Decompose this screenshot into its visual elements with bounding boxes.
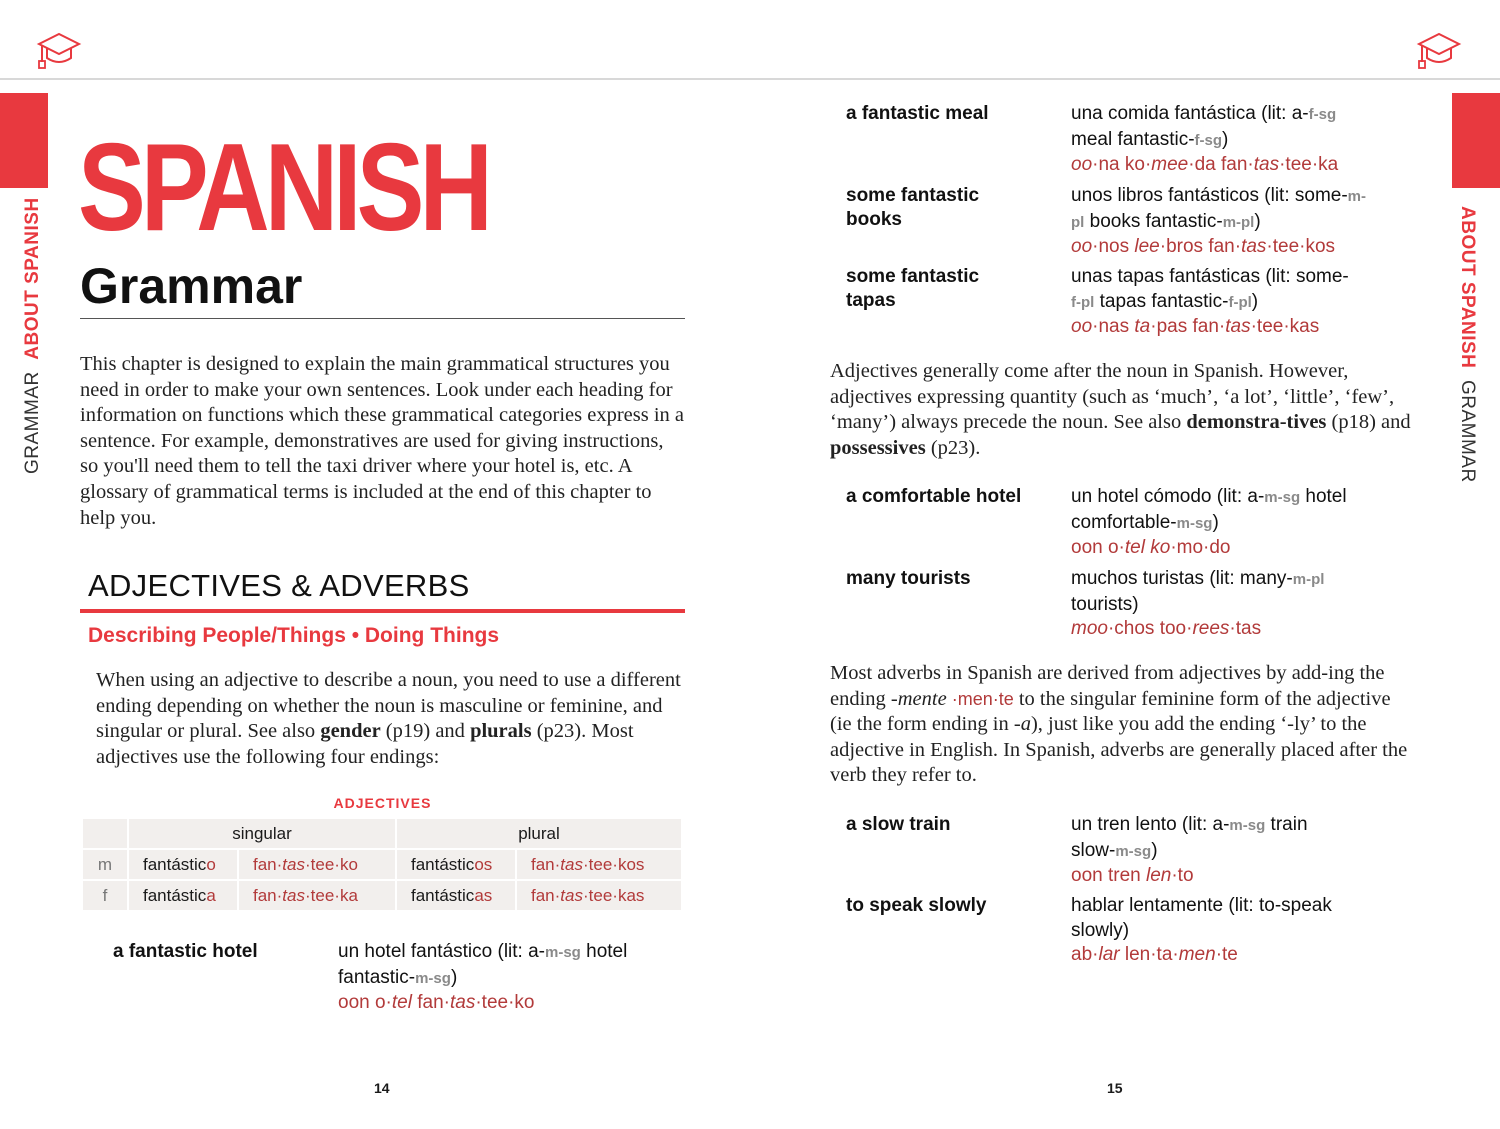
example-translation: un tren lento (lit: a-m-sg train slow-m-sg) oon tren len·to [1071, 813, 1411, 889]
example-translation: unas tapas fantásticas (lit: some- f-pl tapas fantastic-f-pl) oo·nas ta·pas fan·tas·tee·kas [1071, 265, 1411, 340]
page-subtitle: Grammar [80, 258, 303, 314]
example-english: some fantastic books [846, 185, 980, 230]
example-translation: una comida fantástica (lit: a-f-sg meal fantastic-f-sg) oo·na ko·mee·da fan·tas·tee·ka [1071, 102, 1411, 178]
example-translation: hablar lentamente (lit: to-speak slowly) ab·lar len·ta·men·te [1071, 894, 1411, 968]
example-english: to speak slowly [846, 895, 987, 916]
side-tab-right [1452, 93, 1500, 188]
graduation-cap-icon [36, 28, 82, 72]
adjective-endings-table [81, 817, 683, 912]
table-row: m fantástico fan·tas·tee·ko fantásticos fan·tas·tee·kos [82, 849, 682, 880]
title-divider [80, 318, 685, 319]
body-paragraph: When using an adjective to describe a noun, you need to use a different ending depending on whether the noun is masculine or feminine, and singular or plural. See also gender (p19) and plurals (p23). Most adjectives use the following four endings: [96, 669, 681, 768]
example-english: some fantastic tapas [846, 266, 980, 311]
table-header-row [82, 818, 682, 849]
header-divider [0, 78, 1500, 80]
page-number-right: 15 [1107, 1080, 1123, 1096]
adjective-position-paragraph: Adjectives generally come after the noun in Spanish. However, adjectives expressing quantity (such as ‘much’, ‘a lot’, ‘little’, ‘few’, ‘many’) always precede the noun. See also demonstra-tives (p18) and possessives (p23). [830, 360, 1411, 459]
example-translation: muchos turistas (lit: many-m-pl tourists) moo·chos too·rees·tas [1071, 567, 1411, 642]
pronunciation: oo·nas ta·pas fan·tas·tee·kas [1071, 316, 1320, 337]
pronunciation: oon tren len·to [1071, 865, 1194, 886]
section-divider [80, 609, 685, 613]
pronunciation: oon o·tel ko·mo·do [1071, 537, 1231, 558]
side-tab-left [0, 93, 48, 188]
header-singular: singular [128, 818, 396, 849]
pronunciation: oo·nos lee·bros fan·tas·tee·kos [1071, 236, 1336, 257]
example-translation: un hotel cómodo (lit: a-m-sg hotel comfortable-m-sg) oon o·tel ko·mo·do [1071, 485, 1411, 561]
pronunciation: ab·lar len·ta·men·te [1071, 944, 1238, 965]
pronunciation: oo·na ko·mee·da fan·tas·tee·ka [1071, 154, 1339, 175]
subheading: Describing People/Things • Doing Things [88, 624, 500, 647]
pronunciation: oon o·tel fan·tas·tee·ko [338, 992, 535, 1013]
page-title: SPANISH [78, 119, 489, 257]
pronunciation: moo·chos too·rees·tas [1071, 618, 1262, 639]
intro-paragraph: This chapter is designed to explain the main grammatical structures you need in order to make your own sentences. Look under each heading for information on functions which these grammatical categories express in a sentence. For example, demonstratives are used for giving instructions, so you'll need them to tell the taxi driver where your hotel is, etc. A glossary of grammatical terms is included at the end of this chapter to help you. [80, 353, 684, 529]
example-english: a fantastic meal [846, 103, 989, 124]
side-label-left: GRAMMAR ABOUT SPANISH [22, 197, 43, 474]
adverb-paragraph: Most adverbs in Spanish are derived from adjectives by add-ing the ending -mente ·men·te to the singular feminine form of the adjective (ie the form ending in -a), just like you add the ending ‘-ly’ to the adjective in English. In Spanish, adverbs are generally placed after the verb they refer to. [830, 662, 1408, 787]
example-english: a slow train [846, 814, 951, 835]
table-row: f fantástica fan·tas·tee·ka fantásticas fan·tas·tee·kas [82, 880, 682, 911]
header-plural: plural [396, 818, 682, 849]
example-english: a comfortable hotel [846, 486, 1022, 507]
side-label-right: ABOUT SPANISH GRAMMAR [1457, 206, 1478, 483]
example-translation: unos libros fantásticos (lit: some-m- pl books fantastic-m-pl) oo·nos lee·bros fan·tas·tee·kos [1071, 184, 1411, 260]
section-heading: ADJECTIVES & ADVERBS [88, 568, 470, 603]
example-english: a fantastic hotel [113, 941, 258, 962]
page-number-left: 14 [374, 1080, 390, 1096]
example-translation: un hotel fantástico (lit: a-m-sg hotel fantastic-m-sg) oon o·tel fan·tas·tee·ko [338, 940, 678, 1016]
graduation-cap-icon [1416, 28, 1462, 72]
table-title: ADJECTIVES [333, 795, 432, 811]
example-english: many tourists [846, 568, 971, 589]
